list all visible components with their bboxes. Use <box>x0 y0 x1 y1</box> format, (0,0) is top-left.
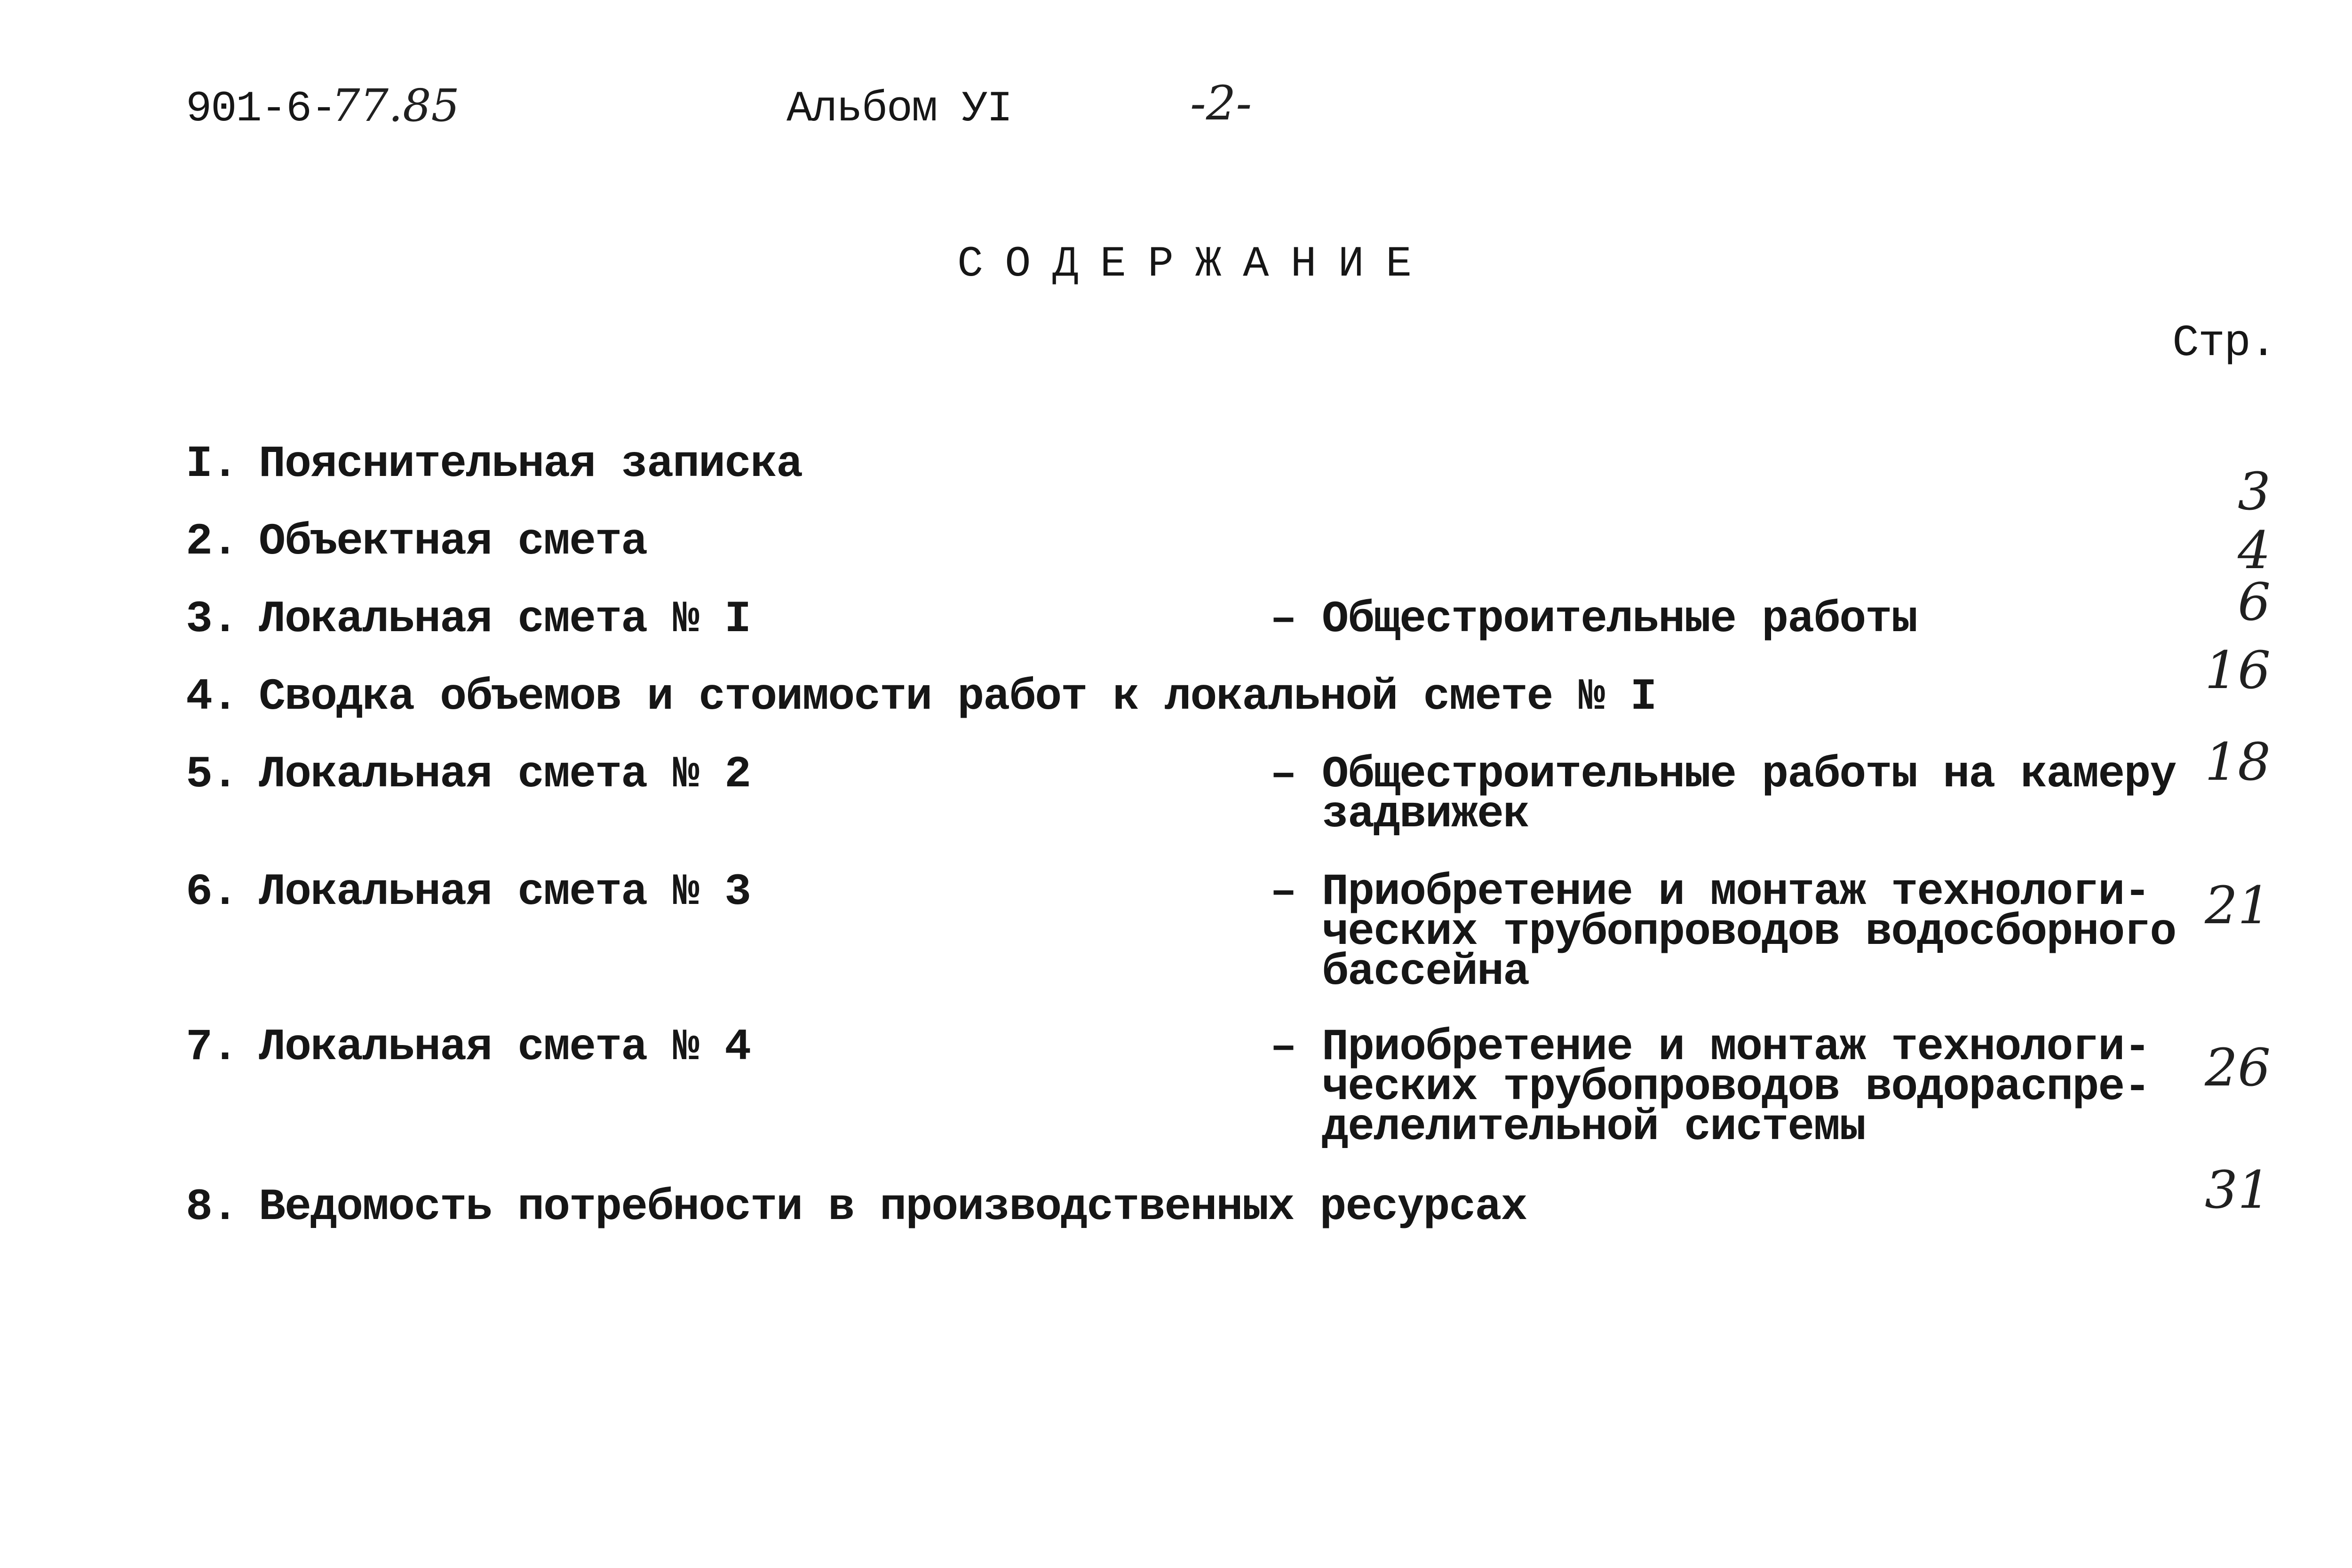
toc-item-page: 3 <box>2238 461 2271 522</box>
toc-item-title: Локальная смета № 3 <box>259 867 751 918</box>
toc-item-title: Сводка объемов и стоимости работ к локальной смете № I <box>259 672 1656 722</box>
toc-item-description: – Общестроительные работы на камеру <box>1270 749 2176 800</box>
toc-item-number: 3. <box>186 594 238 645</box>
toc-item-page: 31 <box>2205 1160 2271 1220</box>
toc-item-number: 6. <box>186 867 238 918</box>
toc-item-description: – Общестроительные работы <box>1270 594 1917 645</box>
toc-item-number: 4. <box>186 672 238 722</box>
document-code-handwritten: 77.85 <box>332 80 460 132</box>
contents-title: СОДЕРЖАНИЕ <box>957 239 1434 289</box>
toc-item-description: задвижек <box>1322 789 1529 840</box>
album-label: Альбом УI <box>787 84 1012 134</box>
toc-item-title: Локальная смета № I <box>259 594 751 645</box>
toc-item-description: бассейна <box>1322 947 1529 998</box>
toc-item-description: ческих трубопроводов водосборного <box>1322 907 2176 958</box>
toc-item-number: 5. <box>186 749 238 800</box>
toc-item-page: 21 <box>2205 875 2271 935</box>
toc-item-number: I. <box>186 439 238 490</box>
toc-item-page: 16 <box>2205 640 2271 700</box>
toc-item-page: 4 <box>2238 520 2271 580</box>
toc-item-page: 26 <box>2205 1037 2271 1098</box>
toc-item-page: 6 <box>2238 572 2271 632</box>
toc-item-title: Объектная смета <box>259 516 647 567</box>
toc-item-title: Пояснительная записка <box>259 439 803 490</box>
toc-item-description: – Приобретение и монтаж технологи- <box>1270 867 2150 918</box>
page-number: -2- <box>1190 76 1252 131</box>
toc-item-page: 18 <box>2205 732 2271 792</box>
document-code: 901-6- <box>186 84 336 134</box>
toc-item-number: 2. <box>186 516 238 567</box>
toc-item-title: Локальная смета № 2 <box>259 749 751 800</box>
toc-item-description: ческих трубопроводов водораспре- <box>1322 1062 2150 1113</box>
toc-item-number: 7. <box>186 1022 238 1073</box>
toc-item-title: Ведомость потребности в производственных ресурсах <box>259 1182 1527 1233</box>
toc-item-description: – Приобретение и монтаж технологи- <box>1270 1022 2150 1073</box>
toc-item-description: делелительной системы <box>1322 1102 1866 1153</box>
page-column-label: Стр. <box>2172 318 2276 369</box>
toc-item-number: 8. <box>186 1182 238 1233</box>
toc-item-title: Локальная смета № 4 <box>259 1022 751 1073</box>
